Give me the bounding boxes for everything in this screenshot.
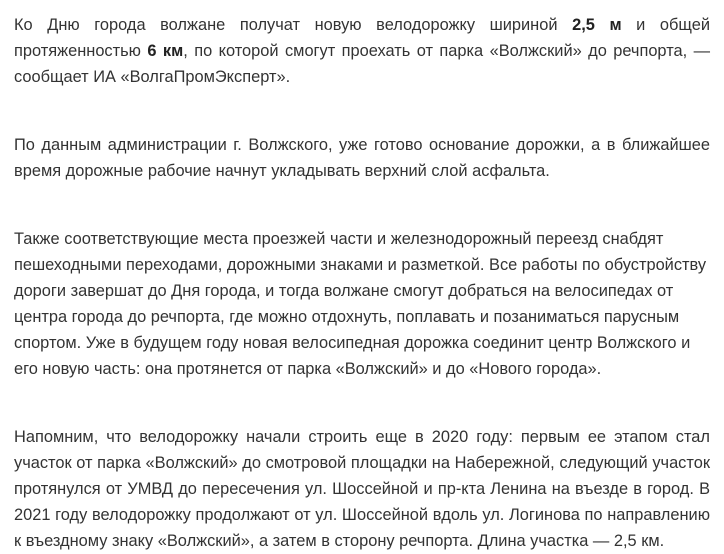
paragraph-spacer	[14, 90, 710, 132]
paragraph-bike-path-announcement	[14, 12, 710, 90]
path-width-value: 2,5 м	[572, 16, 622, 34]
paragraph-1-text-part-2: и общей протяженностью	[14, 16, 710, 60]
paragraph-administration-status: По данным администрации г. Волжского, уже готово основание дорожки, а в ближайшее время дорожные рабочие начнут укладывать верхний слой асфальта.	[14, 136, 710, 180]
paragraph-spacer	[14, 382, 710, 424]
paragraph-crossings-and-plans: Также соответствующие места проезжей части и железнодорожный переезд снабдят пешеходными переходами, дорожными знаками и разметкой. Все работы по обустройству дороги завершат до Дня города, и тогда волжане смогут добраться на велосипедах от центра города до речпорта, где можно отдохнуть, поплавать и позаниматься парусным спортом. Уже в будущем году новая велосипедная дорожка соединит центр Волжского и его новую часть: она протянется от парка «Волжский» и до «Нового города».	[14, 230, 707, 378]
article-body	[14, 12, 710, 554]
path-length-value: 6 км	[147, 42, 184, 60]
paragraph-spacer	[14, 184, 710, 226]
paragraph-construction-history: Напомним, что велодорожку начали строить еще в 2020 году: первым ее этапом стал участок от парка «Волжский» до смотровой площадки на Набережной, следующий участок протянулся от УМВД до пересечения ул. Шоссейной и пр-кта Ленина на въезде в город. В 2021 году велодорожку продолжают от ул. Шоссейной вдоль ул. Логинова по направлению к въездному знаку «Волжский», а затем в сторону речпорта. Длина участка — 2,5 км.	[14, 428, 710, 550]
paragraph-1-text-part-3: , по которой смогут проехать от парка «Волжский» до речпорта, — сообщает ИА «ВолгаПромЭксперт».	[14, 42, 710, 86]
paragraph-1-text-part-1: Ко Дню города волжане получат новую велодорожку шириной	[14, 16, 573, 34]
